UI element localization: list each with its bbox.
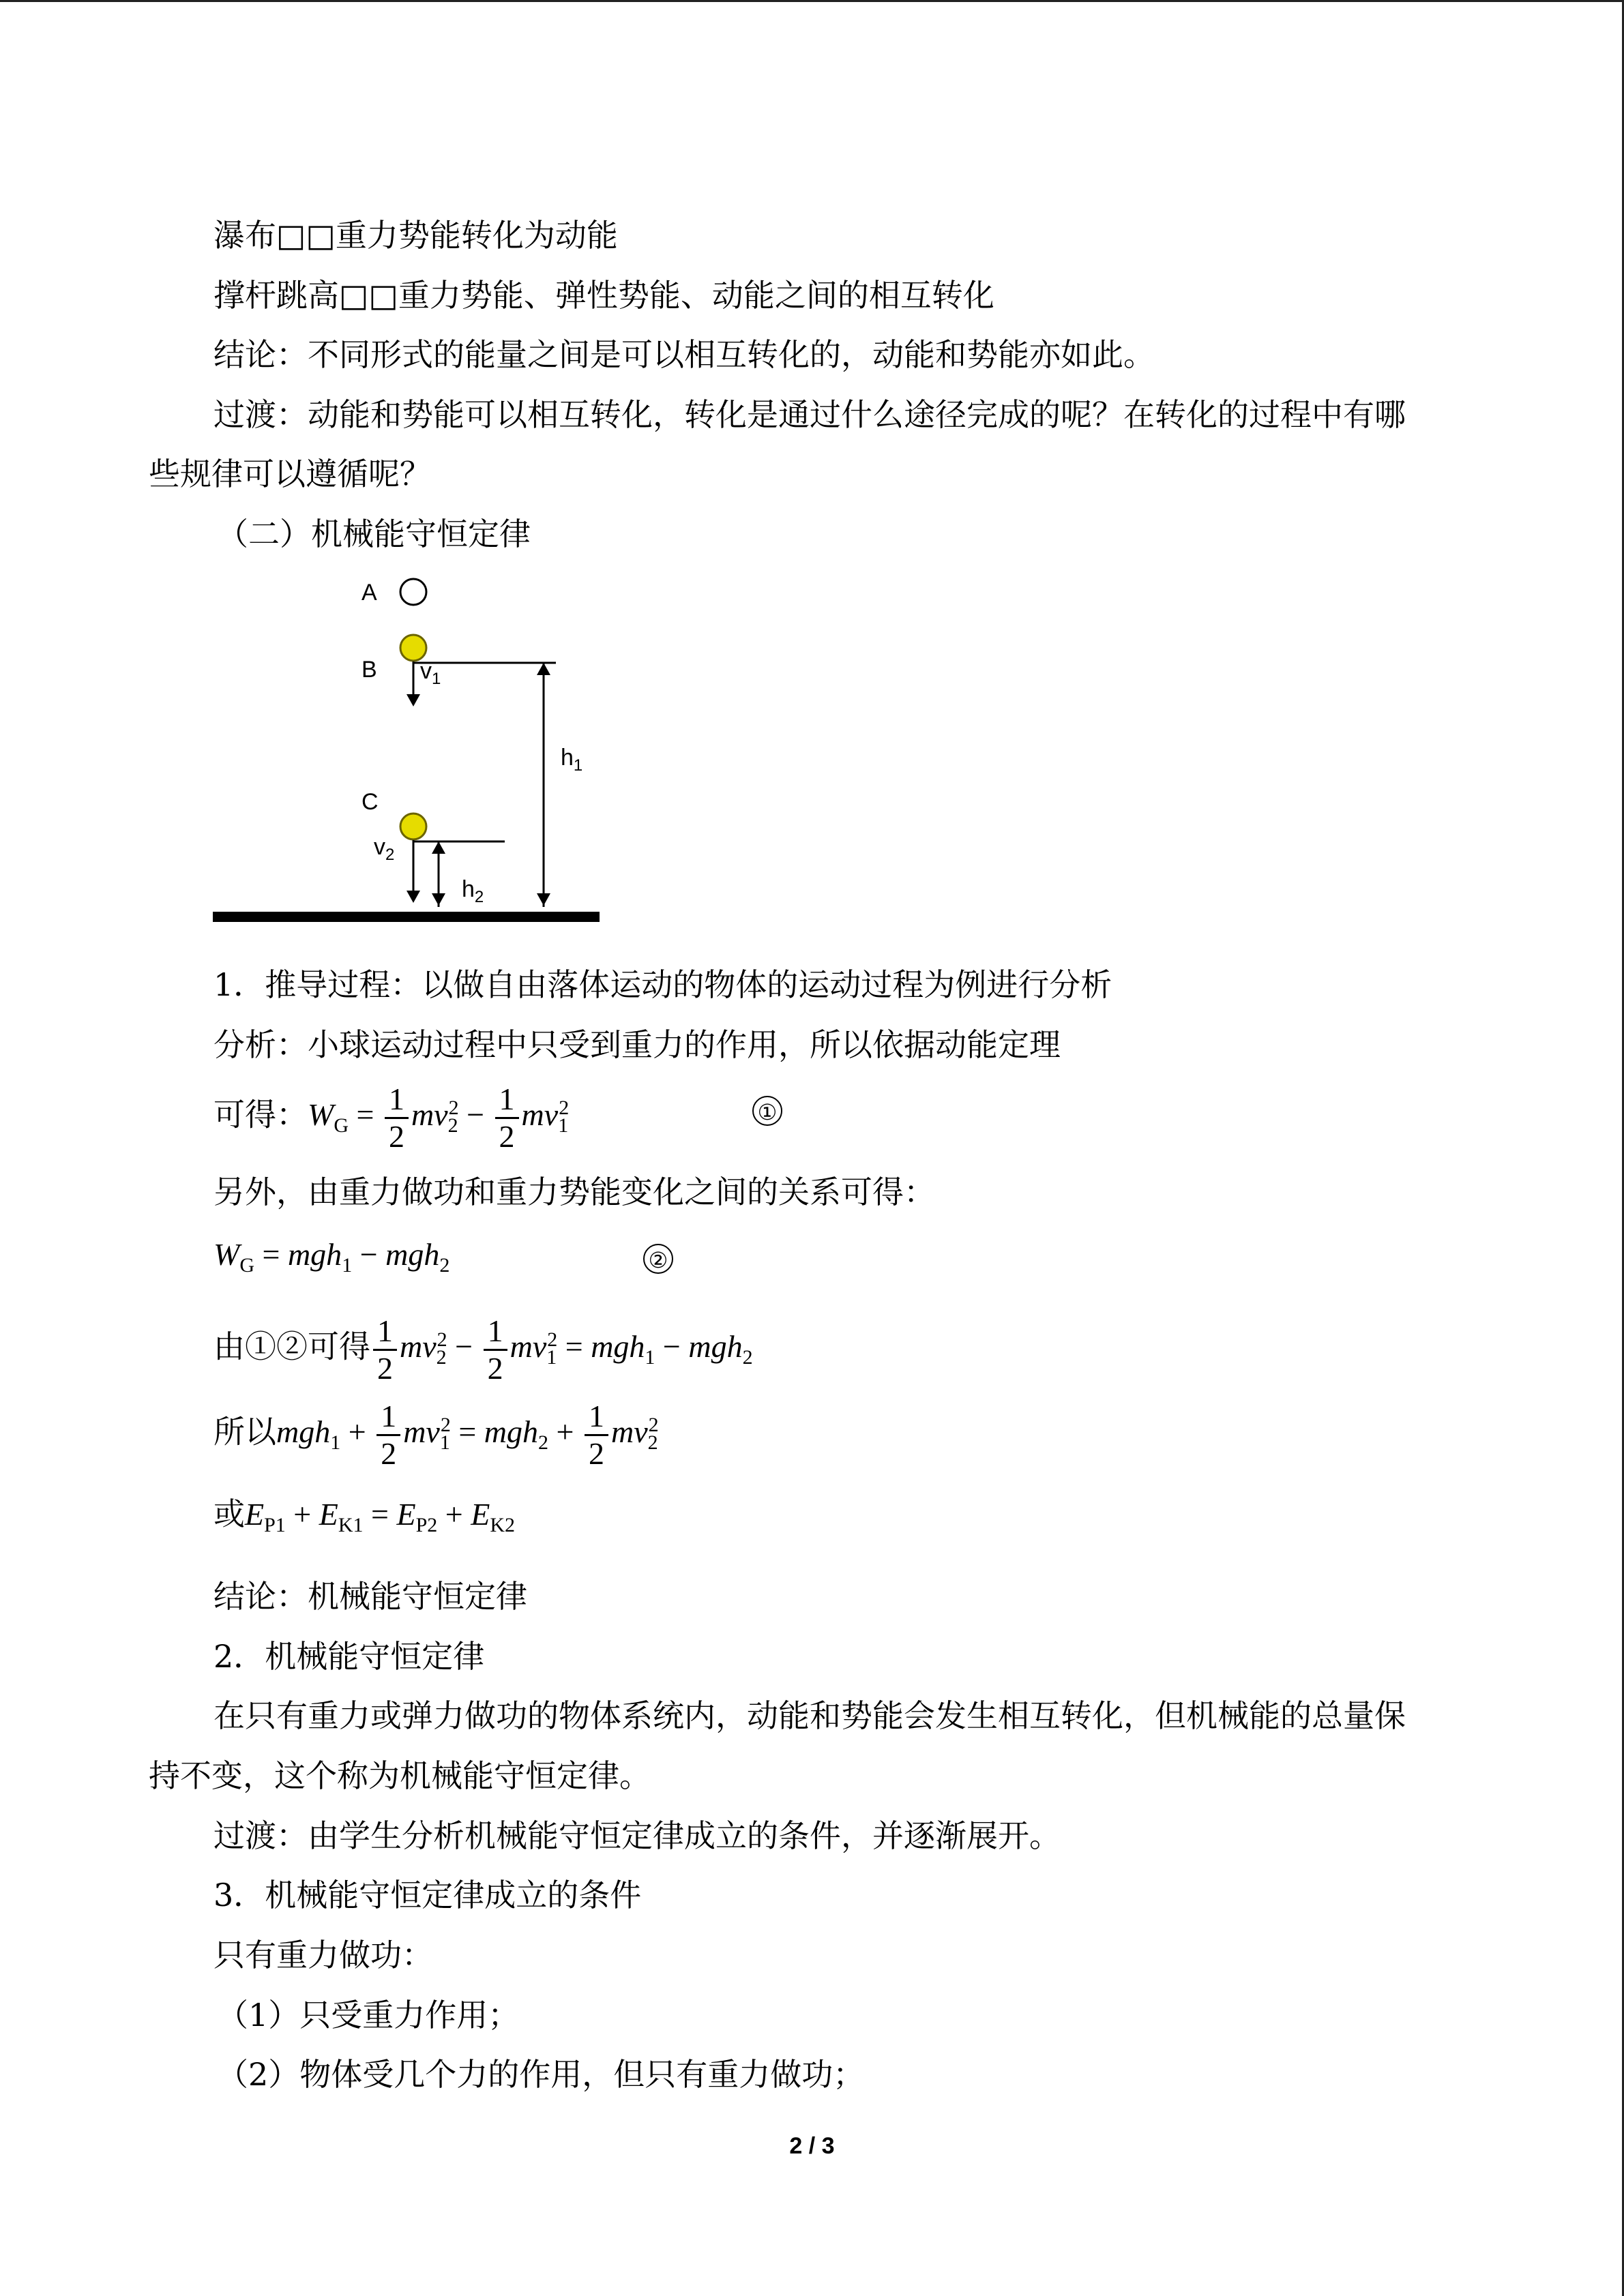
eq5-prefix: 或 (213, 1495, 245, 1532)
page-top-border (0, 0, 1624, 2)
text-analysis: 分析：小球运动过程中只受到重力的作用，所以依据动能定理 (213, 1026, 1061, 1063)
page-number: 2 / 3 (789, 2133, 835, 2159)
label-h1: $h_1$ (561, 745, 583, 775)
equation-1: 可得：$W_G$ = $\frac{1}{2}$ $mv_2^2$ − $\frac{1}{2}$ $mv_1^2$ (213, 1082, 570, 1154)
text-transition-1a: 过渡：动能和势能可以相互转化，转化是通过什么途径完成的呢？在转化的过程中有哪 (213, 396, 1406, 433)
label-h2: $h_2$ (462, 876, 484, 906)
text-law-b: 持不变，这个称为机械能守恒定律。 (149, 1757, 651, 1794)
label-v2: $v_2$ (374, 834, 395, 864)
ground (213, 912, 600, 922)
label-v1: $v_1$ (420, 658, 441, 688)
equation-3: 由①②可得 $\frac{1}{2}$ $mv_2^2$ − $\frac{1}{2}$ $mv_1^2 = mgh_1 - mgh_2$ (213, 1313, 753, 1386)
marker-2: ② (643, 1236, 673, 1277)
text-conclusion-1: 结论：不同形式的能量之间是可以相互转化的，动能和势能亦如此。 (213, 336, 1155, 373)
eq1-prefix: 可得： (213, 1096, 308, 1133)
equation-2: $W_G = mgh_1 - mgh_2$ (213, 1237, 450, 1277)
text-condition-1: （1）只受重力作用； (217, 1997, 520, 2033)
velocity-v2-arrowhead (407, 891, 420, 903)
text-pole-vault: 撑杆跳高□□重力势能、弹性势能、动能之间的相互转化 (213, 277, 994, 314)
eq4-prefix: 所以 (213, 1413, 276, 1450)
equation-4: 所以mgh$_1$ + $\frac{1}{2}$ $mv_1^2 = mgh_2$ + $\frac{1}{2}$ $mv_2^2$ (213, 1399, 659, 1472)
label-c: C (361, 789, 379, 815)
height-h2-arrowhead-bottom (432, 893, 445, 906)
label-b: B (361, 657, 377, 683)
ball-b (400, 635, 426, 661)
ball-c (400, 814, 426, 839)
text-law-a: 在只有重力或弹力做功的物体系统内，动能和势能会发生相互转化，但机械能的总量保 (213, 1697, 1406, 1734)
text-conditions-heading: 3．机械能守恒定律成立的条件 (213, 1877, 642, 1913)
text-transition-2: 过渡：由学生分析机械能守恒定律成立的条件，并逐渐展开。 (213, 1817, 1061, 1854)
free-fall-diagram (205, 566, 614, 927)
velocity-v1-arrowhead (407, 694, 420, 706)
text-waterfall: 瀑布□□重力势能转化为动能 (213, 217, 618, 254)
label-a: A (361, 580, 377, 606)
text-derivation-heading: 1．推导过程：以做自由落体运动的物体的运动过程为例进行分析 (213, 966, 1112, 1003)
text-only-gravity: 只有重力做功： (213, 1937, 433, 1973)
text-gravity-work-relation: 另外，由重力做功和重力势能变化之间的关系可得： (213, 1174, 935, 1210)
equation-5: 或$E_{P1} + E_{K1} = E_{P2} + E_{K2}$ (213, 1495, 516, 1537)
section-heading-2: （二）机械能守恒定律 (217, 516, 531, 552)
ball-a-outline (400, 579, 426, 605)
eq3-prefix: 由①②可得 (213, 1328, 370, 1365)
text-transition-1b: 些规律可以遵循呢？ (149, 456, 431, 492)
height-h1-arrowhead-top (537, 663, 550, 675)
text-condition-2: （2）物体受几个力的作用，但只有重力做功； (217, 2056, 865, 2093)
marker-1: ① (752, 1088, 782, 1129)
height-h1-arrowhead-bottom (537, 893, 550, 906)
text-law-heading: 2．机械能守恒定律 (213, 1638, 485, 1675)
height-h2-arrowhead-top (432, 841, 445, 854)
text-conclusion-2: 结论：机械能守恒定律 (213, 1578, 527, 1615)
